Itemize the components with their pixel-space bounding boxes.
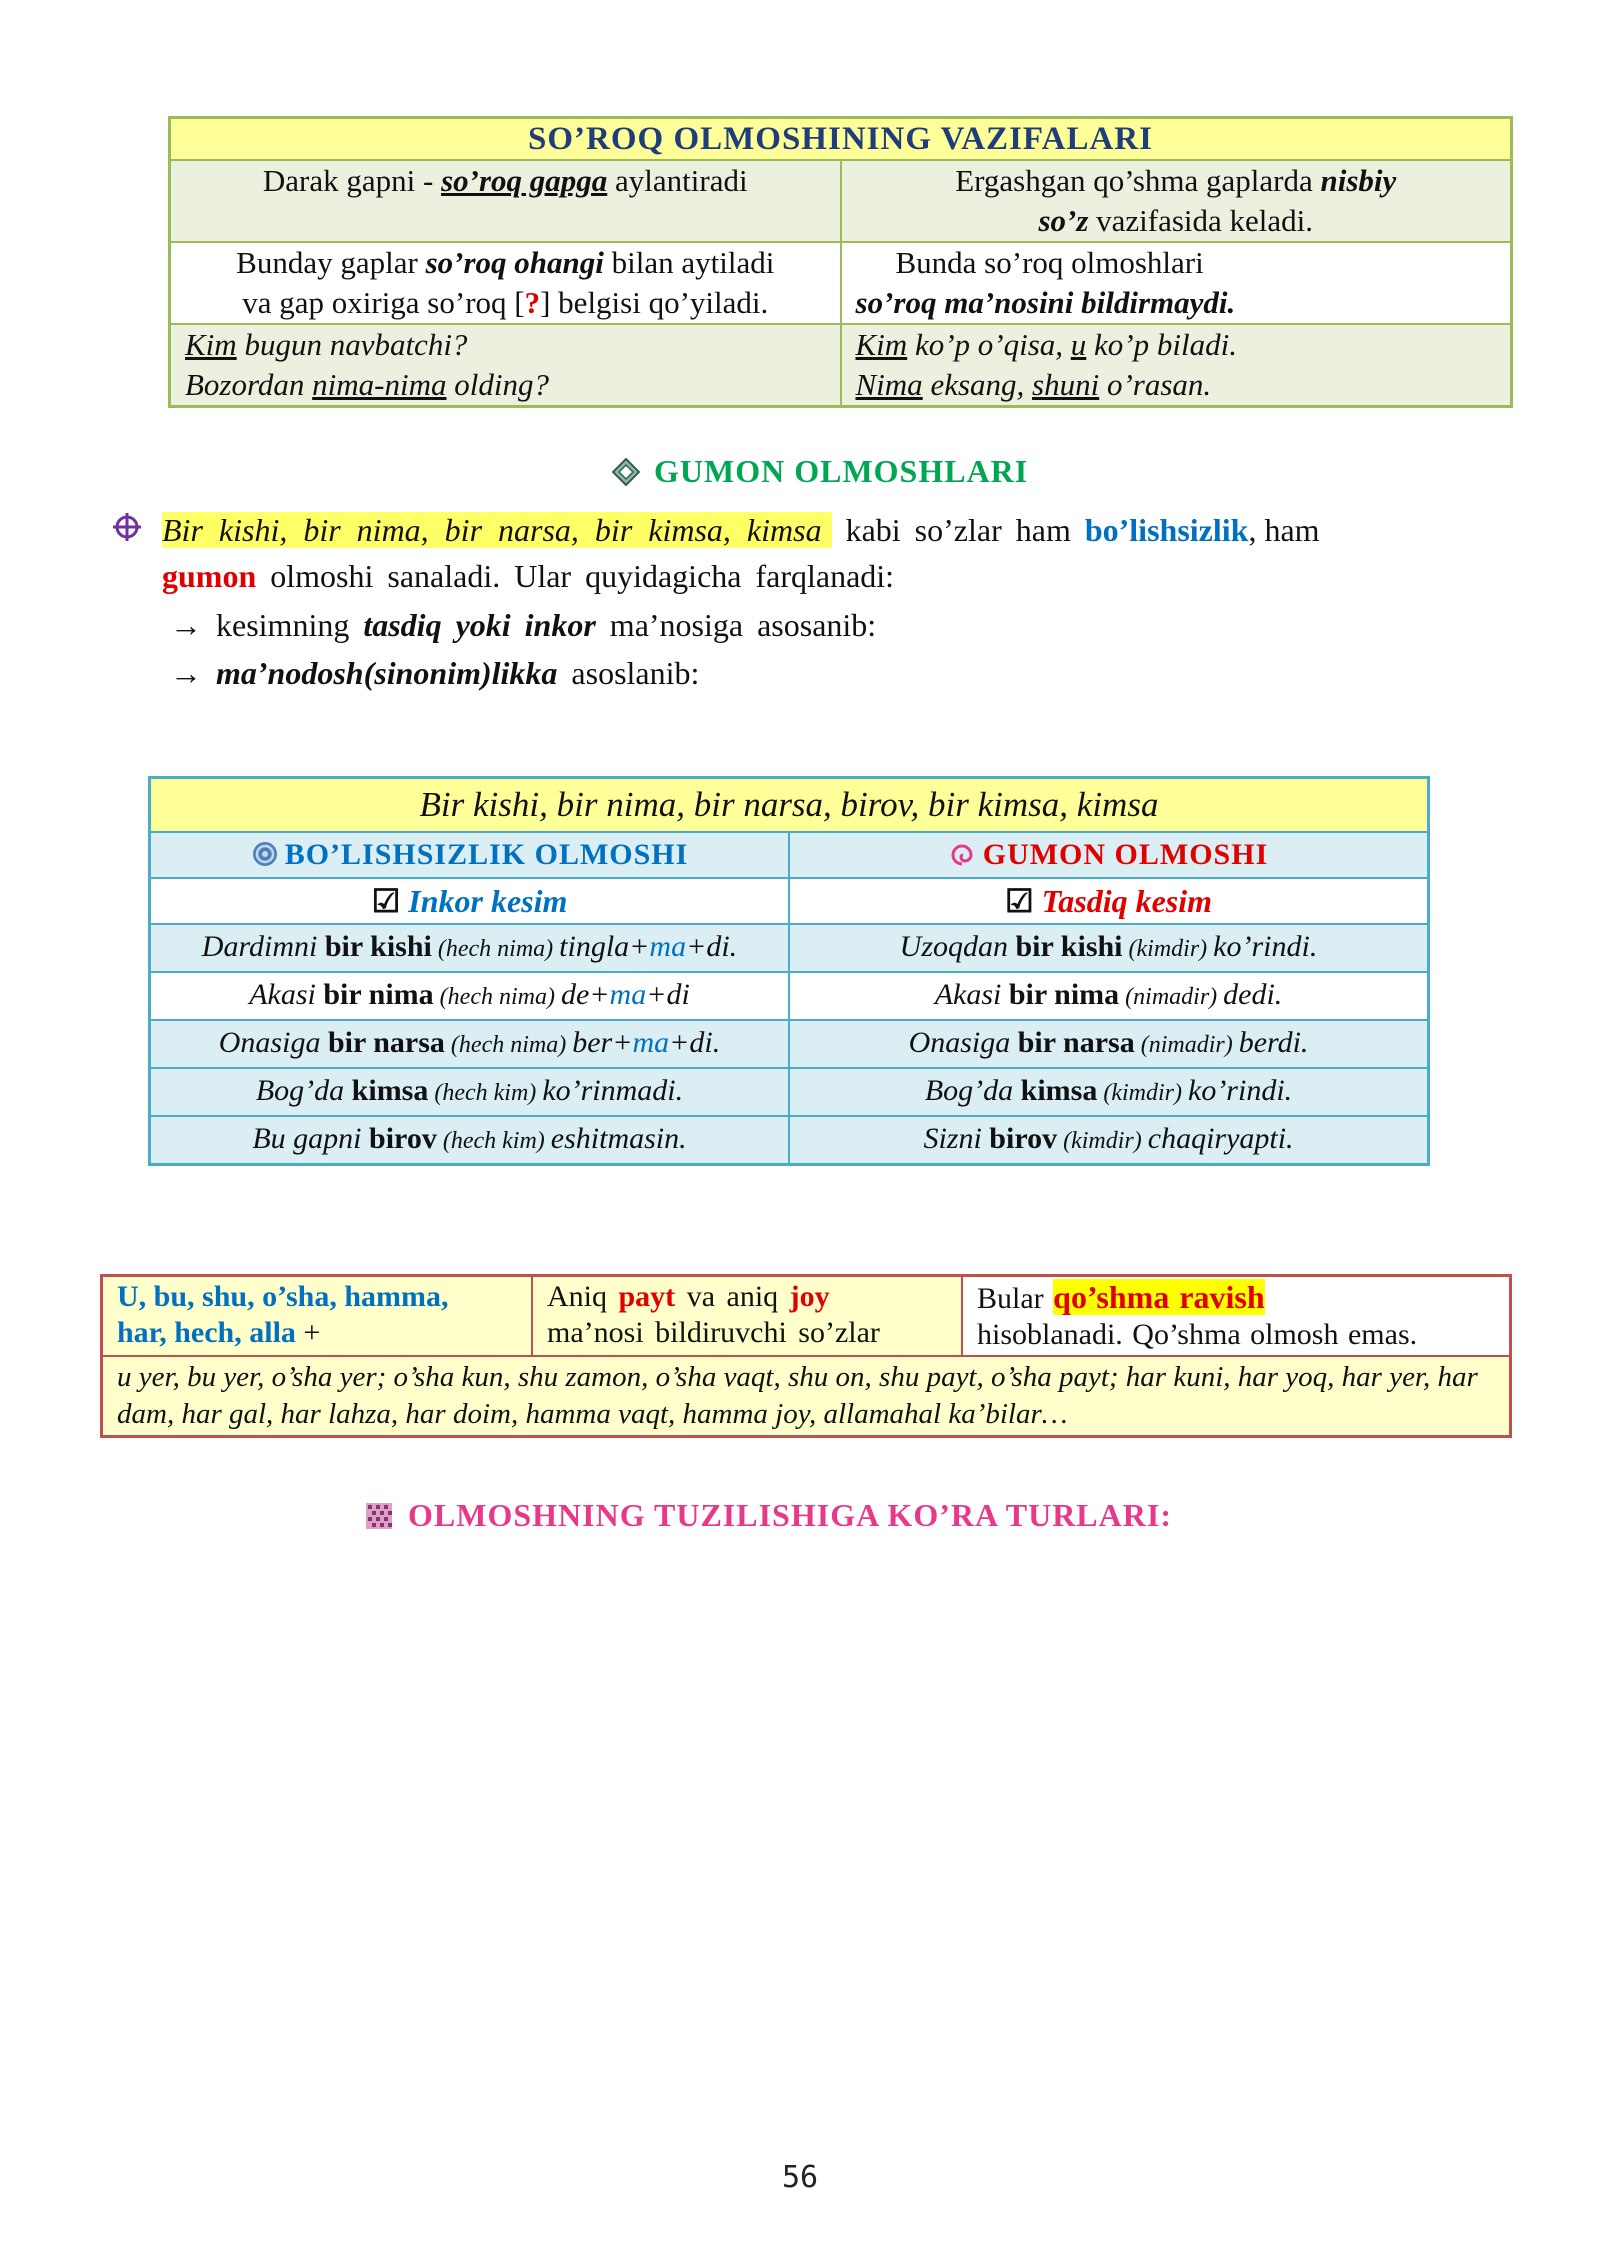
- table-row: [150, 1116, 1429, 1165]
- bolishsizlik-example: Akasi bir nima (hech nima) de+ma+di: [150, 972, 790, 1020]
- bolishsizlik-example: Onasiga bir narsa (hech nima) ber+ma+di.: [150, 1020, 790, 1068]
- table2-col1-sub: ☑ Inkor kesim: [150, 878, 790, 924]
- gumon-example: Sizni birov (kimdir) chaqiryapti.: [789, 1116, 1429, 1165]
- table3-bottom: u yer, bu yer, o’sha yer; o’sha kun, shu zamon, o’sha vaqt, shu on, shu payt, o’sha payt; har kuni, har yoq, har yer, har dam, har gal, har lahza, har doim, hamma vaqt, hamma joy, allamahal ka’bilar…: [102, 1356, 1511, 1437]
- arrow-icon: →: [170, 655, 202, 691]
- gumon-paragraph-line1: Bir kishi, bir nima, bir narsa, bir kimsa, kimsa kabi so’zlar ham bo’lishsizlik, ham: [162, 512, 1320, 548]
- spiral-red-icon: [949, 842, 975, 868]
- table2-col1-head: BO’LISHSIZLIK OLMOSHI: [150, 832, 790, 878]
- dotted-square-icon: [364, 1501, 394, 1531]
- tuzilish-heading: [364, 1497, 1172, 1534]
- table1-r3c2: Kim ko’p o’qisa, u ko’p biladi. Nima eksang, shuni o’rasan.: [841, 324, 1512, 407]
- table3-c2: Aniq payt va aniq joy ma’nosi bildiruvchi so’zlar: [532, 1276, 962, 1357]
- bolishsizlik-example: Bog’da kimsa (hech kim) ko’rinmadi.: [150, 1068, 790, 1116]
- arrow-icon: →: [170, 607, 202, 643]
- page-number: 56: [781, 2160, 819, 2195]
- diamond-icon: [612, 458, 640, 486]
- spiral-icon: [251, 840, 279, 868]
- gumon-example: Onasiga bir narsa (nimadir) berdi.: [789, 1020, 1429, 1068]
- tuzilish-title: OLMOSHNING TUZILISHIGA KO’RA TURLARI:: [408, 1497, 1172, 1533]
- bullet-1: → kesimning tasdiq yoki inkor ma’nosiga asosanib:: [170, 607, 877, 643]
- bolishsizlik-gumon-table: [148, 776, 1430, 1166]
- table1-r1c2: Ergashgan qo’shma gaplarda nisbiy so’z vazifasida keladi.: [841, 160, 1512, 242]
- table-row: [150, 1068, 1429, 1116]
- table1-title: SO’ROQ OLMOSHINING VAZIFALARI: [170, 118, 1512, 161]
- gumon-example: Akasi bir nima (nimadir) dedi.: [789, 972, 1429, 1020]
- gumon-example: Uzoqdan bir kishi (kimdir) ko’rindi.: [789, 924, 1429, 972]
- checkbox-icon: ☑: [1004, 883, 1034, 919]
- table1-r2c2: Bunda so’roq olmoshlari so’roq ma’nosini bildirmaydi.: [841, 242, 1512, 324]
- checkbox-icon: ☑: [371, 883, 401, 919]
- gumon-highlight: Bir kishi, bir nima, bir narsa, bir kimsa, kimsa: [162, 512, 832, 548]
- table1-r1c1: Darak gapni - so’roq gapga aylantiradi: [170, 160, 841, 242]
- bolishsizlik-example: Bu gapni birov (hech kim) eshitmasin.: [150, 1116, 790, 1165]
- table1-r2c1: Bunday gaplar so’roq ohangi bilan aytiladi va gap oxiriga so’roq [?] belgisi qo’yiladi.: [170, 242, 841, 324]
- table2-col2-head: GUMON OLMOSHI: [789, 832, 1429, 878]
- soroq-vazifalari-table: [168, 116, 1513, 408]
- table1-r3c1: Kim bugun navbatchi? Bozordan nima-nima olding?: [170, 324, 841, 407]
- table-row: [150, 972, 1429, 1020]
- table3-c3: Bular qo’shma ravish hisoblanadi. Qo’shma olmosh emas.: [962, 1276, 1511, 1357]
- table-row: [150, 924, 1429, 972]
- table-row: [150, 1020, 1429, 1068]
- gumon-paragraph-line2: gumon olmoshi sanaladi. Ular quyidagicha farqlanadi:: [162, 558, 895, 594]
- gumon-title: GUMON OLMOSHLARI: [654, 453, 1029, 489]
- gumon-heading: [612, 453, 1028, 490]
- bullet-2: → ma’nodosh(sinonim)likka asoslanib:: [170, 655, 700, 691]
- gumon-example: Bog’da kimsa (kimdir) ko’rindi.: [789, 1068, 1429, 1116]
- table3-c1: U, bu, shu, o’sha, hamma, har, hech, alla +: [102, 1276, 533, 1357]
- table2-col2-sub: ☑ Tasdiq kesim: [789, 878, 1429, 924]
- crosshair-icon: [112, 512, 142, 542]
- qoshma-ravish-table: [100, 1274, 1512, 1438]
- table2-title: Bir kishi, bir nima, bir narsa, birov, bir kimsa, kimsa: [150, 778, 1429, 833]
- bolishsizlik-example: Dardimni bir kishi (hech nima) tingla+ma+di.: [150, 924, 790, 972]
